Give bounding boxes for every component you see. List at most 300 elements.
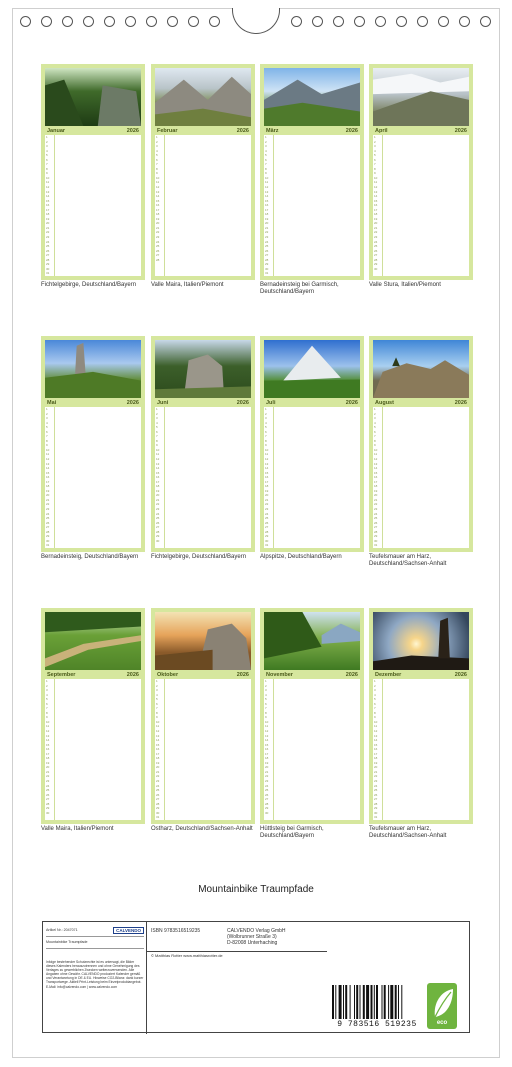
day-number: 11 bbox=[156, 452, 160, 457]
day-number: 12 bbox=[46, 185, 50, 190]
day-number: 28 bbox=[374, 801, 378, 806]
day-number: 26 bbox=[374, 248, 378, 253]
month-card bbox=[41, 336, 145, 552]
month-name: April bbox=[375, 127, 388, 134]
day-number: 13 bbox=[374, 189, 378, 194]
eco-badge bbox=[427, 983, 457, 1029]
day-numbers bbox=[265, 679, 273, 815]
day-number: 25 bbox=[374, 516, 378, 521]
day-number: 9 bbox=[156, 171, 158, 176]
barcode-bar bbox=[384, 985, 386, 1019]
day-number: 26 bbox=[265, 520, 269, 525]
day-number: 18 bbox=[46, 212, 50, 217]
day-number: 19 bbox=[374, 760, 378, 765]
day-number: 9 bbox=[374, 443, 376, 448]
day-number: 21 bbox=[46, 769, 50, 774]
barcode-bar bbox=[374, 985, 375, 1019]
binding-hole bbox=[480, 16, 491, 27]
day-number: 20 bbox=[374, 493, 378, 498]
day-number: 19 bbox=[265, 488, 269, 493]
day-number: 30 bbox=[265, 538, 269, 543]
day-numbers bbox=[46, 679, 54, 815]
barcode-bar bbox=[390, 985, 393, 1019]
day-number: 1 bbox=[156, 135, 158, 139]
day-number: 11 bbox=[374, 724, 378, 729]
day-number: 13 bbox=[46, 733, 50, 738]
day-number: 27 bbox=[46, 797, 50, 802]
day-number: 6 bbox=[265, 429, 267, 434]
day-number: 16 bbox=[374, 203, 378, 208]
day-number: 28 bbox=[265, 529, 269, 534]
day-number: 1 bbox=[374, 679, 376, 683]
month-name: September bbox=[47, 671, 76, 678]
day-number: 19 bbox=[46, 760, 50, 765]
day-number: 18 bbox=[46, 484, 50, 489]
day-number: 2 bbox=[156, 683, 158, 688]
month-photo bbox=[264, 340, 360, 398]
barcode-bar bbox=[388, 985, 389, 1019]
day-number: 8 bbox=[374, 166, 376, 171]
day-number: 2 bbox=[156, 411, 158, 416]
day-number: 14 bbox=[46, 194, 50, 199]
month-header bbox=[45, 398, 141, 407]
day-number: 30 bbox=[265, 266, 269, 271]
day-number: 13 bbox=[46, 189, 50, 194]
day-number: 23 bbox=[374, 235, 378, 240]
month-header bbox=[373, 398, 469, 407]
day-number: 9 bbox=[46, 171, 48, 176]
barcode-bar bbox=[350, 985, 351, 1019]
day-number: 22 bbox=[374, 502, 378, 507]
day-number: 25 bbox=[265, 788, 269, 793]
day-number: 23 bbox=[46, 779, 50, 784]
binding-hole bbox=[62, 16, 73, 27]
photo-caption: Alpspitze, Deutschland/Bayern bbox=[260, 554, 342, 560]
day-number: 3 bbox=[265, 416, 267, 421]
day-grid bbox=[264, 135, 360, 276]
month-year: 2026 bbox=[454, 399, 467, 406]
day-number: 6 bbox=[374, 157, 376, 162]
day-numbers bbox=[46, 407, 54, 548]
product-title: Mountainbike Traumpfade bbox=[46, 940, 144, 949]
photo-caption: Teufelsmauer am Harz, Deutschland/Sachsen-Anhalt bbox=[369, 826, 447, 839]
eco-label: eco bbox=[436, 1020, 448, 1026]
day-number: 21 bbox=[156, 769, 160, 774]
day-number: 12 bbox=[374, 457, 378, 462]
day-number: 14 bbox=[265, 466, 269, 471]
photo-caption: Fichtelgebirge, Deutschland/Bayern bbox=[151, 554, 247, 560]
day-number: 28 bbox=[265, 257, 269, 262]
day-number: 25 bbox=[156, 516, 160, 521]
article-number: Artikel Nr.: 2047071 bbox=[46, 928, 78, 933]
day-number: 25 bbox=[46, 244, 50, 249]
month-header bbox=[264, 126, 360, 135]
day-number: 19 bbox=[374, 216, 378, 221]
day-number: 4 bbox=[156, 420, 158, 425]
day-number: 19 bbox=[374, 488, 378, 493]
month-year: 2026 bbox=[236, 399, 249, 406]
month-year: 2026 bbox=[345, 399, 358, 406]
day-number: 7 bbox=[374, 434, 376, 439]
day-number: 11 bbox=[265, 180, 269, 185]
month-year: 2026 bbox=[345, 127, 358, 134]
day-grid bbox=[45, 679, 141, 820]
day-number: 29 bbox=[374, 262, 378, 267]
day-grid bbox=[45, 135, 141, 276]
day-number: 16 bbox=[265, 747, 269, 752]
month-card bbox=[41, 64, 145, 280]
day-number: 5 bbox=[156, 425, 158, 430]
day-number: 7 bbox=[374, 706, 376, 711]
barcode-bar bbox=[363, 985, 365, 1019]
day-number: 20 bbox=[265, 221, 269, 226]
photo-caption: Valle Stura, Italien/Piemont bbox=[369, 282, 441, 288]
day-number: 15 bbox=[156, 470, 160, 475]
day-number: 13 bbox=[265, 461, 269, 466]
day-number: 13 bbox=[265, 733, 269, 738]
barcode-bar bbox=[395, 985, 397, 1019]
day-number: 24 bbox=[374, 239, 378, 244]
month-name: Januar bbox=[47, 127, 66, 134]
month-year: 2026 bbox=[126, 399, 139, 406]
month-name: November bbox=[266, 671, 293, 678]
day-number: 25 bbox=[265, 244, 269, 249]
publisher-city: D-82008 Unterhaching bbox=[227, 940, 278, 946]
day-number: 9 bbox=[265, 715, 267, 720]
day-number: 14 bbox=[265, 194, 269, 199]
day-number: 5 bbox=[265, 425, 267, 430]
day-grid bbox=[155, 135, 251, 276]
barcode-bar bbox=[345, 985, 347, 1019]
day-number: 18 bbox=[156, 212, 160, 217]
photo-caption: Teufelsmauer am Harz, Deutschland/Sachsen-Anhalt bbox=[369, 554, 447, 567]
day-grid bbox=[45, 407, 141, 548]
day-number: 22 bbox=[156, 502, 160, 507]
day-number: 24 bbox=[46, 511, 50, 516]
day-number: 25 bbox=[46, 516, 50, 521]
day-number: 27 bbox=[156, 797, 160, 802]
day-number: 9 bbox=[156, 715, 158, 720]
day-number: 15 bbox=[46, 198, 50, 203]
day-number: 5 bbox=[156, 697, 158, 702]
day-number: 15 bbox=[374, 742, 378, 747]
day-number: 4 bbox=[374, 148, 376, 153]
day-number: 27 bbox=[374, 525, 378, 530]
day-number: 27 bbox=[265, 797, 269, 802]
day-number: 8 bbox=[156, 710, 158, 715]
day-number: 8 bbox=[265, 438, 267, 443]
day-number: 10 bbox=[265, 719, 269, 724]
month-name: Dezember bbox=[375, 671, 402, 678]
day-number: 28 bbox=[46, 801, 50, 806]
day-number: 31 bbox=[265, 543, 269, 548]
day-number: 30 bbox=[156, 538, 160, 543]
day-number: 12 bbox=[156, 457, 160, 462]
day-number: 5 bbox=[46, 153, 48, 158]
day-number: 5 bbox=[265, 697, 267, 702]
day-number: 8 bbox=[46, 710, 48, 715]
photo-caption: Hüttlsteig bei Garmisch, Deutschland/Bayern bbox=[260, 826, 324, 839]
day-number: 9 bbox=[46, 715, 48, 720]
day-number: 17 bbox=[265, 751, 269, 756]
day-number: 26 bbox=[265, 792, 269, 797]
day-number: 20 bbox=[46, 493, 50, 498]
day-number: 12 bbox=[265, 185, 269, 190]
day-number: 10 bbox=[156, 447, 160, 452]
day-number: 20 bbox=[374, 765, 378, 770]
day-number: 4 bbox=[265, 148, 267, 153]
binding-hole bbox=[20, 16, 31, 27]
month-header bbox=[373, 670, 469, 679]
month-year: 2026 bbox=[454, 671, 467, 678]
month-header bbox=[373, 126, 469, 135]
day-number: 17 bbox=[46, 207, 50, 212]
day-number: 26 bbox=[156, 520, 160, 525]
day-number: 21 bbox=[374, 497, 378, 502]
day-number: 22 bbox=[374, 774, 378, 779]
day-number: 8 bbox=[265, 166, 267, 171]
day-number: 3 bbox=[46, 416, 48, 421]
day-number: 21 bbox=[156, 497, 160, 502]
day-number: 26 bbox=[156, 248, 160, 253]
day-number: 17 bbox=[46, 751, 50, 756]
photo-caption: Fichtelgebirge, Deutschland/Bayern bbox=[41, 282, 137, 288]
day-grid bbox=[155, 407, 251, 548]
month-header bbox=[155, 126, 251, 135]
day-number: 15 bbox=[265, 198, 269, 203]
day-number: 5 bbox=[374, 697, 376, 702]
day-number: 22 bbox=[374, 230, 378, 235]
imprint-publisher-column bbox=[147, 922, 327, 1034]
photo-caption: Ostharz, Deutschland/Sachsen-Anhalt bbox=[151, 826, 253, 832]
day-number: 15 bbox=[265, 742, 269, 747]
day-numbers bbox=[46, 135, 54, 276]
day-number: 13 bbox=[265, 189, 269, 194]
day-number: 20 bbox=[265, 493, 269, 498]
isbn: ISBN 9783516519235 bbox=[151, 928, 201, 934]
day-number: 27 bbox=[46, 525, 50, 530]
day-number: 28 bbox=[156, 801, 160, 806]
day-number: 6 bbox=[156, 429, 158, 434]
publisher-name: CALVENDO Verlag GmbH bbox=[227, 928, 286, 934]
legal-notice: Infolge bestehender Schutzrechte ist es untersagt, die Bilder dieses Kalenders herauszutrennen und ohne Genehmigung des Verlages zu gewerblichen Zwecken weiterzuverwenden. Alle Angaben ohne Gewähr. CALVENDO produziert Kalender gemäß und Verantwortung in DE & EU. Hinweise CO2-Bilanz: dank kurzer Transportwege. Aktiell Print-Leistung beim Einzelproduktangebot. E-Mail: info@calvendo.com | www.calvendo.com bbox=[46, 960, 144, 989]
day-number: 23 bbox=[265, 507, 269, 512]
day-number: 23 bbox=[374, 507, 378, 512]
day-number: 7 bbox=[46, 162, 48, 167]
day-number: 2 bbox=[265, 411, 267, 416]
day-number: 18 bbox=[46, 756, 50, 761]
binding-hole bbox=[459, 16, 470, 27]
day-number: 28 bbox=[156, 257, 160, 262]
day-number: 26 bbox=[374, 792, 378, 797]
day-number: 26 bbox=[156, 792, 160, 797]
day-number: 11 bbox=[374, 452, 378, 457]
day-number: 14 bbox=[374, 194, 378, 199]
day-number: 14 bbox=[156, 194, 160, 199]
month-card bbox=[260, 336, 364, 552]
day-number: 9 bbox=[265, 443, 267, 448]
barcode-bar bbox=[371, 985, 373, 1019]
day-number: 12 bbox=[265, 457, 269, 462]
day-number: 5 bbox=[374, 425, 376, 430]
day-number: 29 bbox=[265, 534, 269, 539]
day-number: 23 bbox=[374, 779, 378, 784]
barcode-bar bbox=[360, 985, 361, 1019]
day-number: 1 bbox=[265, 679, 267, 683]
day-number: 8 bbox=[265, 710, 267, 715]
day-number: 29 bbox=[46, 262, 50, 267]
binding-hole bbox=[125, 16, 136, 27]
day-number: 20 bbox=[374, 221, 378, 226]
month-card bbox=[151, 64, 255, 280]
binding-hole bbox=[146, 16, 157, 27]
day-number: 6 bbox=[46, 701, 48, 706]
day-number: 19 bbox=[156, 216, 160, 221]
day-number: 29 bbox=[46, 806, 50, 811]
day-number: 17 bbox=[374, 479, 378, 484]
day-number: 4 bbox=[374, 692, 376, 697]
month-photo bbox=[373, 612, 469, 670]
day-number: 26 bbox=[46, 248, 50, 253]
day-number: 3 bbox=[374, 416, 376, 421]
day-number: 12 bbox=[46, 457, 50, 462]
photo-caption: Valle Maira, Italien/Piemont bbox=[151, 282, 224, 288]
day-number: 7 bbox=[265, 434, 267, 439]
day-number: 3 bbox=[265, 144, 267, 149]
photo-shape bbox=[373, 340, 469, 398]
month-year: 2026 bbox=[126, 671, 139, 678]
day-number: 4 bbox=[46, 148, 48, 153]
day-number: 1 bbox=[46, 135, 48, 139]
day-number: 20 bbox=[46, 765, 50, 770]
day-number: 3 bbox=[46, 688, 48, 693]
month-name: Oktober bbox=[157, 671, 179, 678]
day-number: 11 bbox=[46, 452, 50, 457]
day-number: 26 bbox=[265, 248, 269, 253]
day-number: 16 bbox=[46, 747, 50, 752]
day-number: 25 bbox=[156, 788, 160, 793]
day-numbers bbox=[265, 135, 273, 276]
day-number: 8 bbox=[156, 438, 158, 443]
day-number: 3 bbox=[156, 416, 158, 421]
day-number: 10 bbox=[374, 719, 378, 724]
photo-caption: Bernadeinsteig bei Garmisch, Deutschland/Bayern bbox=[260, 282, 339, 295]
photo-shape bbox=[373, 68, 469, 126]
day-number: 9 bbox=[374, 171, 376, 176]
month-year: 2026 bbox=[345, 671, 358, 678]
day-number: 22 bbox=[46, 230, 50, 235]
day-number: 4 bbox=[46, 692, 48, 697]
day-number: 30 bbox=[156, 810, 160, 815]
day-number: 22 bbox=[265, 774, 269, 779]
day-number: 19 bbox=[156, 488, 160, 493]
day-number: 17 bbox=[265, 207, 269, 212]
month-name: Mai bbox=[47, 399, 57, 406]
day-number: 12 bbox=[156, 729, 160, 734]
barcode-bar bbox=[332, 985, 334, 1019]
day-number: 21 bbox=[46, 225, 50, 230]
binding-hole bbox=[417, 16, 428, 27]
day-number: 7 bbox=[156, 162, 158, 167]
month-card bbox=[369, 336, 473, 552]
day-number: 21 bbox=[265, 769, 269, 774]
day-number: 30 bbox=[374, 266, 378, 271]
month-card bbox=[151, 336, 255, 552]
barcode-bar bbox=[401, 985, 402, 1019]
day-grid bbox=[264, 679, 360, 820]
month-photo bbox=[45, 340, 141, 398]
day-number: 22 bbox=[156, 774, 160, 779]
binding-hole bbox=[354, 16, 365, 27]
day-number: 31 bbox=[265, 271, 269, 276]
day-number: 7 bbox=[156, 434, 158, 439]
day-number: 20 bbox=[46, 221, 50, 226]
day-number: 31 bbox=[46, 271, 50, 276]
day-number: 4 bbox=[46, 420, 48, 425]
day-number: 5 bbox=[46, 697, 48, 702]
day-numbers bbox=[374, 407, 382, 548]
day-number: 31 bbox=[46, 543, 50, 548]
month-card bbox=[369, 64, 473, 280]
month-year: 2026 bbox=[236, 127, 249, 134]
day-number: 24 bbox=[265, 239, 269, 244]
day-number: 13 bbox=[374, 733, 378, 738]
day-number: 20 bbox=[156, 221, 160, 226]
month-header bbox=[264, 398, 360, 407]
day-number: 14 bbox=[46, 738, 50, 743]
barcode-bar bbox=[382, 985, 383, 1019]
day-number: 9 bbox=[46, 443, 48, 448]
month-photo bbox=[45, 68, 141, 126]
month-name: Februar bbox=[157, 127, 178, 134]
day-numbers bbox=[374, 135, 382, 271]
day-number: 10 bbox=[265, 175, 269, 180]
day-number: 24 bbox=[46, 783, 50, 788]
day-number: 3 bbox=[156, 144, 158, 149]
binding-hole bbox=[209, 16, 220, 27]
day-number: 18 bbox=[265, 212, 269, 217]
day-number: 18 bbox=[374, 212, 378, 217]
day-number: 2 bbox=[46, 683, 48, 688]
day-number: 3 bbox=[374, 144, 376, 149]
day-number: 15 bbox=[374, 470, 378, 475]
day-number: 22 bbox=[265, 230, 269, 235]
day-number: 1 bbox=[46, 407, 48, 411]
day-number: 15 bbox=[46, 742, 50, 747]
day-number: 6 bbox=[265, 157, 267, 162]
month-photo bbox=[45, 612, 141, 670]
month-name: März bbox=[266, 127, 279, 134]
month-photo bbox=[155, 68, 251, 126]
day-number: 1 bbox=[156, 679, 158, 683]
day-number: 14 bbox=[374, 466, 378, 471]
day-number: 16 bbox=[46, 475, 50, 480]
day-number: 15 bbox=[265, 470, 269, 475]
day-number: 24 bbox=[156, 783, 160, 788]
month-header bbox=[264, 670, 360, 679]
photo-copyright: © Matthias Rotter www.matthiasrotter.de bbox=[151, 953, 223, 958]
day-number: 30 bbox=[374, 810, 378, 815]
month-name: August bbox=[375, 399, 394, 406]
month-card bbox=[260, 64, 364, 280]
day-number: 3 bbox=[374, 688, 376, 693]
day-number: 16 bbox=[374, 747, 378, 752]
day-number: 15 bbox=[46, 470, 50, 475]
day-number: 31 bbox=[156, 815, 160, 820]
day-number: 1 bbox=[374, 407, 376, 411]
day-number: 1 bbox=[265, 407, 267, 411]
month-header bbox=[155, 670, 251, 679]
